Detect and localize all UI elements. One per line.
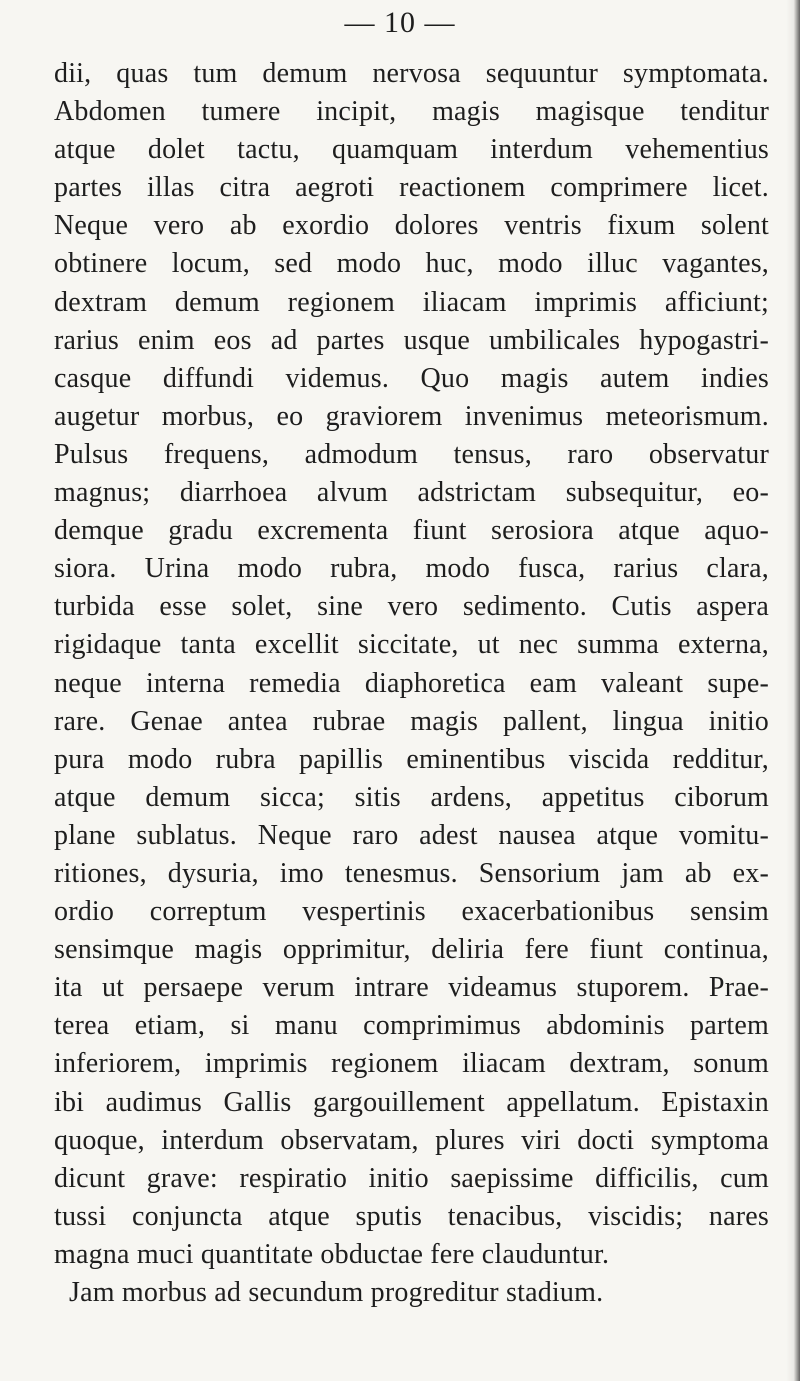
page-number: — 10 — xyxy=(344,6,456,39)
text-line: ritiones, dysuria, imo tenesmus. Sensorium jam ab ex- xyxy=(54,857,769,889)
text-line: ordio correptum vespertinis exacerbationibus sensim xyxy=(54,896,769,928)
text-line: pura modo rubra papillis eminentibus viscida redditur, xyxy=(54,743,769,775)
text-line: atque demum sicca; sitis ardens, appetitus ciborum xyxy=(54,781,769,813)
text-line: casque diffundi videmus. Quo magis autem indies xyxy=(54,362,769,394)
text-line: ibi audimus Gallis gargouillement appellatum. Epistaxin xyxy=(54,1086,769,1118)
page-edge-shadow xyxy=(786,0,800,1381)
text-line: terea etiam, si manu comprimimus abdominis partem xyxy=(54,1010,769,1042)
text-line: plane sublatus. Neque raro adest nausea atque vomitu- xyxy=(54,819,769,851)
body-text xyxy=(54,55,769,1312)
text-line: siora. Urina modo rubra, modo fusca, rarius clara, xyxy=(54,553,769,585)
text-line: partes illas citra aegroti reactionem comprimere licet. xyxy=(54,172,769,204)
text-line: turbida esse solet, sine vero sedimento. Cutis aspera xyxy=(54,591,769,623)
text-line: Neque vero ab exordio dolores ventris fixum solent xyxy=(54,210,769,242)
text-line: sensimque magis opprimitur, deliria fere fiunt continua, xyxy=(54,934,769,966)
text-line: demque gradu excrementa fiunt serosiora atque aquo- xyxy=(54,515,769,547)
text-line: dicunt grave: respiratio initio saepissime difficilis, cum xyxy=(54,1162,769,1194)
text-line: rigidaque tanta excellit siccitate, ut nec summa externa, xyxy=(54,629,769,661)
text-line: rare. Genae antea rubrae magis pallent, lingua initio xyxy=(54,705,769,737)
text-line: magnus; diarrhoea alvum adstrictam subsequitur, eo- xyxy=(54,477,769,509)
text-line: rarius enim eos ad partes usque umbilicales hypogastri- xyxy=(54,324,769,356)
text-line: magna muci quantitate obductae fere clauduntur. xyxy=(54,1238,610,1270)
text-line: ita ut persaepe verum intrare videamus stuporem. Prae- xyxy=(54,972,769,1004)
text-line: augetur morbus, eo graviorem invenimus meteorismum. xyxy=(54,400,769,432)
text-line: Abdomen tumere incipit, magis magisque tenditur xyxy=(54,96,769,128)
text-line: Jam morbus ad secundum progreditur stadium. xyxy=(69,1277,604,1308)
text-line: inferiorem, imprimis regionem iliacam dextram, sonum xyxy=(54,1048,769,1080)
text-line: obtinere locum, sed modo huc, modo illuc vagantes, xyxy=(54,248,769,280)
text-line: dii, quas tum demum nervosa sequuntur symptomata. xyxy=(54,58,769,89)
text-line: Pulsus frequens, admodum tensus, raro observatur xyxy=(54,438,769,470)
text-line: tussi conjuncta atque sputis tenacibus, viscidis; nares xyxy=(54,1200,769,1232)
text-line: atque dolet tactu, quamquam interdum vehementius xyxy=(54,134,769,166)
text-line: quoque, interdum observatam, plures viri docti symptoma xyxy=(54,1124,769,1156)
text-line: neque interna remedia diaphoretica eam valeant supe- xyxy=(54,667,769,699)
text-line: dextram demum regionem iliacam imprimis afficiunt; xyxy=(54,286,769,318)
